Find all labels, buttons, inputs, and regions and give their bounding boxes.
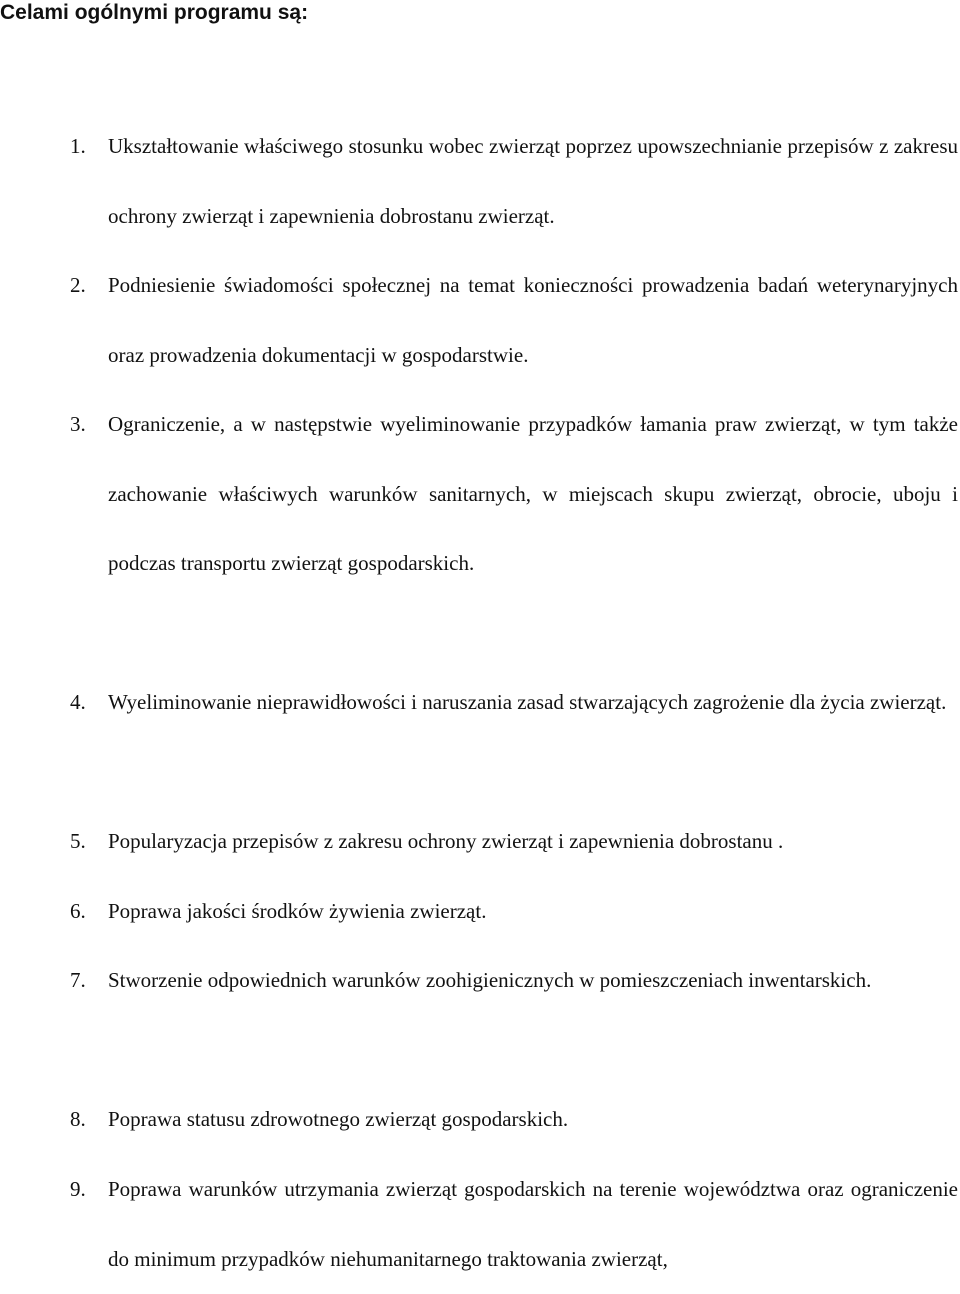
list-item-number: 2.	[70, 273, 86, 297]
list-item-number: 8.	[70, 1107, 86, 1131]
list-item-text: Popularyzacja przepisów z zakresu ochrony zwierząt i zapewnienia dobrostanu .	[108, 829, 784, 853]
list-item	[70, 1085, 958, 1155]
list-item-number: 5.	[70, 829, 86, 853]
list-item	[70, 1155, 958, 1294]
list-item-text: Poprawa jakości środków żywienia zwierząt.	[108, 899, 487, 923]
list-item-text: Ograniczenie, a w następstwie wyeliminowanie przypadków łamania praw zwierząt, w tym także zachowanie właściwych warunków sanitarnych, w miejscach skupu zwierząt, obrocie, uboju i podczas transportu zwierząt gospodarskich.	[108, 412, 958, 575]
list-item	[70, 390, 958, 599]
list-item-text: Poprawa warunków utrzymania zwierząt gospodarskich na terenie województwa oraz ograniczenie do minimum przypadków niehumanitarnego traktowania zwierząt,	[108, 1177, 958, 1271]
list-item-number: 3.	[70, 412, 86, 436]
list-item-text: Poprawa statusu zdrowotnego zwierząt gospodarskich.	[108, 1107, 569, 1131]
list-item-number: 6.	[70, 899, 86, 923]
list-item	[70, 112, 958, 251]
section-heading: Celami ogólnymi programu są:	[0, 1, 309, 24]
list-item	[70, 946, 958, 1016]
list-item-number: 7.	[70, 968, 86, 992]
list-item-number: 9.	[70, 1177, 86, 1201]
list-item	[70, 251, 958, 390]
list-item	[70, 807, 958, 877]
list-item-number: 4.	[70, 690, 86, 714]
list-item-text: Ukształtowanie właściwego stosunku wobec zwierząt poprzez upowszechnianie przepisów z zakresu ochrony zwierząt i zapewnienia dobrostanu zwierząt.	[108, 134, 958, 228]
list-item-number: 1.	[70, 134, 86, 158]
list-item-text: Podniesienie świadomości społecznej na temat konieczności prowadzenia badań weterynaryjnych oraz prowadzenia dokumentacji w gospodarstwie.	[108, 273, 958, 367]
list-item-text: Wyeliminowanie nieprawidłowości i naruszania zasad stwarzających zagrożenie dla życia zwierząt.	[108, 690, 947, 714]
list-item	[70, 668, 958, 738]
list-item-text: Stworzenie odpowiednich warunków zoohigienicznych w pomieszczeniach inwentarskich.	[108, 968, 872, 992]
list-item	[70, 877, 958, 947]
